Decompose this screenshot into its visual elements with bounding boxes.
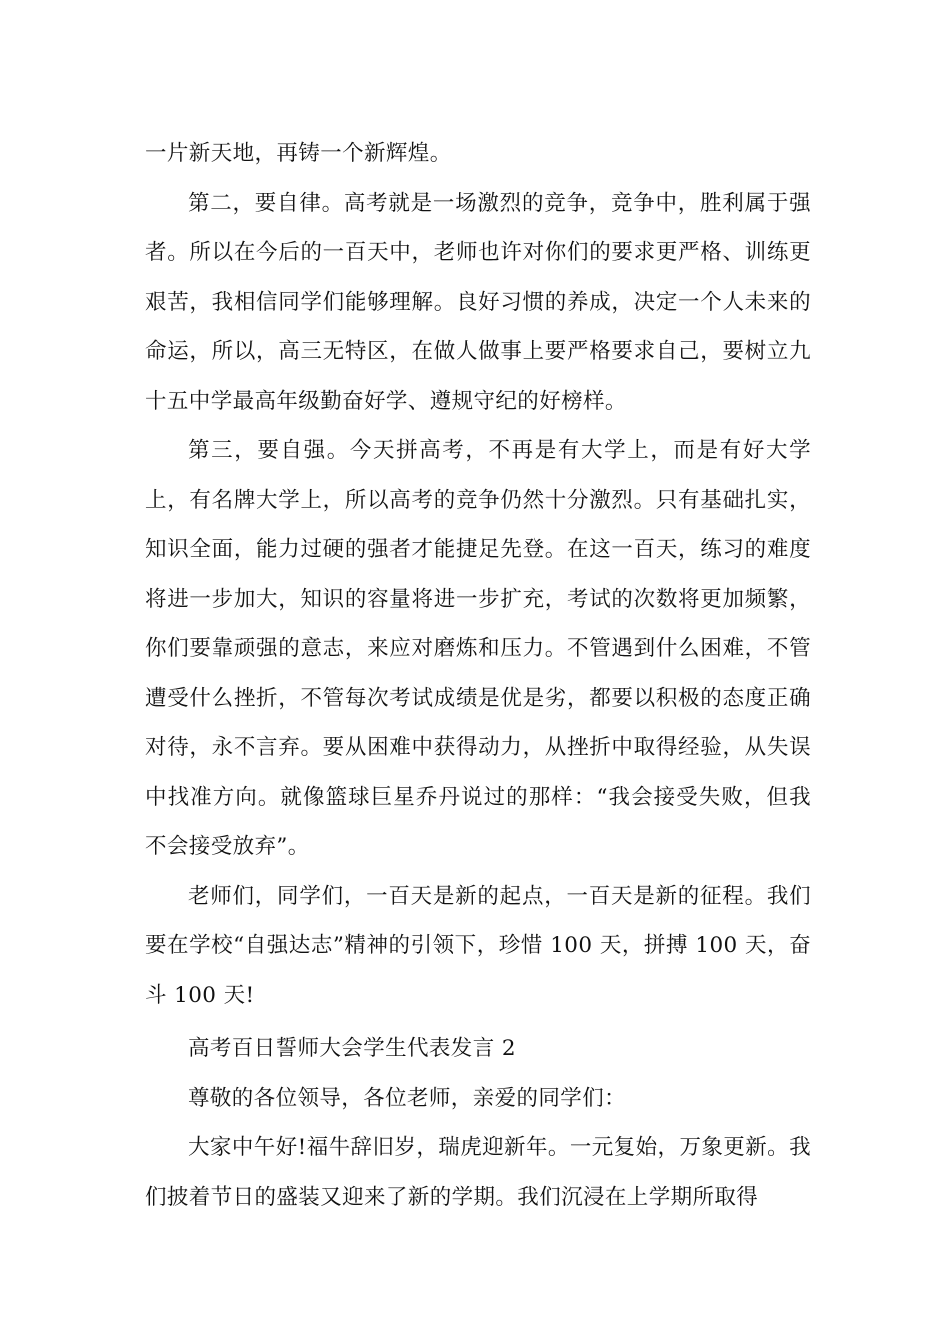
salutation: 尊敬的各位领导，各位老师，亲爱的同学们： [188, 1085, 627, 1111]
paragraph-continuation: 一片新天地，再铸一个新辉煌。 [145, 141, 452, 166]
paragraph-greeting: 大家中午好!福牛辞旧岁，瑞虎迎新年。一元复始，万象更新。我们披着节日的盛装又迎来了新的学期。我们沉浸在上学期所取得 [145, 1135, 811, 1210]
section-heading: 高考百日誓师大会学生代表发言 2 [188, 1036, 516, 1061]
paragraph-self-strength: 第三，要自强。今天拼高考，不再是有大学上，而是有好大学上，有名牌大学上，所以高考的竞争仍然十分激烈。只有基础扎实，知识全面，能力过硬的强者才能捷足先登。在这一百天，练习的难度将进一步加大，知识的容量将进一步扩充，考试的次数将更加频繁，你们要靠顽强的意志，来应对磨炼和压力。不管遇到什么困难，不管遭受什么挫折，不管每次考试成绩是优是劣，都要以积极的态度正确对待，永不言弃。要从困难中获得动力，从挫折中取得经验，从失误中找准方向。就像篮球巨星乔丹说过的那样：“我会接受失败，但我不会接受放弃”。 [145, 438, 811, 859]
paragraph-self-discipline: 第二，要自律。高考就是一场激烈的竞争，竞争中，胜利属于强者。所以在今后的一百天中，老师也许对你们的要求更严格、训练更艰苦，我相信同学们能够理解。良好习惯的养成，决定一个人未来的命运，所以，高三无特区，在做人做事上要严格要求自己，要树立九十五中学最高年级勤奋好学、遵规守纪的好榜样。 [145, 190, 811, 414]
paragraph-closing: 老师们，同学们，一百天是新的起点，一百天是新的征程。我们要在学校“自强达志”精神的引领下，珍惜 100 天，拼搏 100 天，奋斗 100 天! [145, 883, 811, 1008]
document-body [145, 129, 811, 1222]
